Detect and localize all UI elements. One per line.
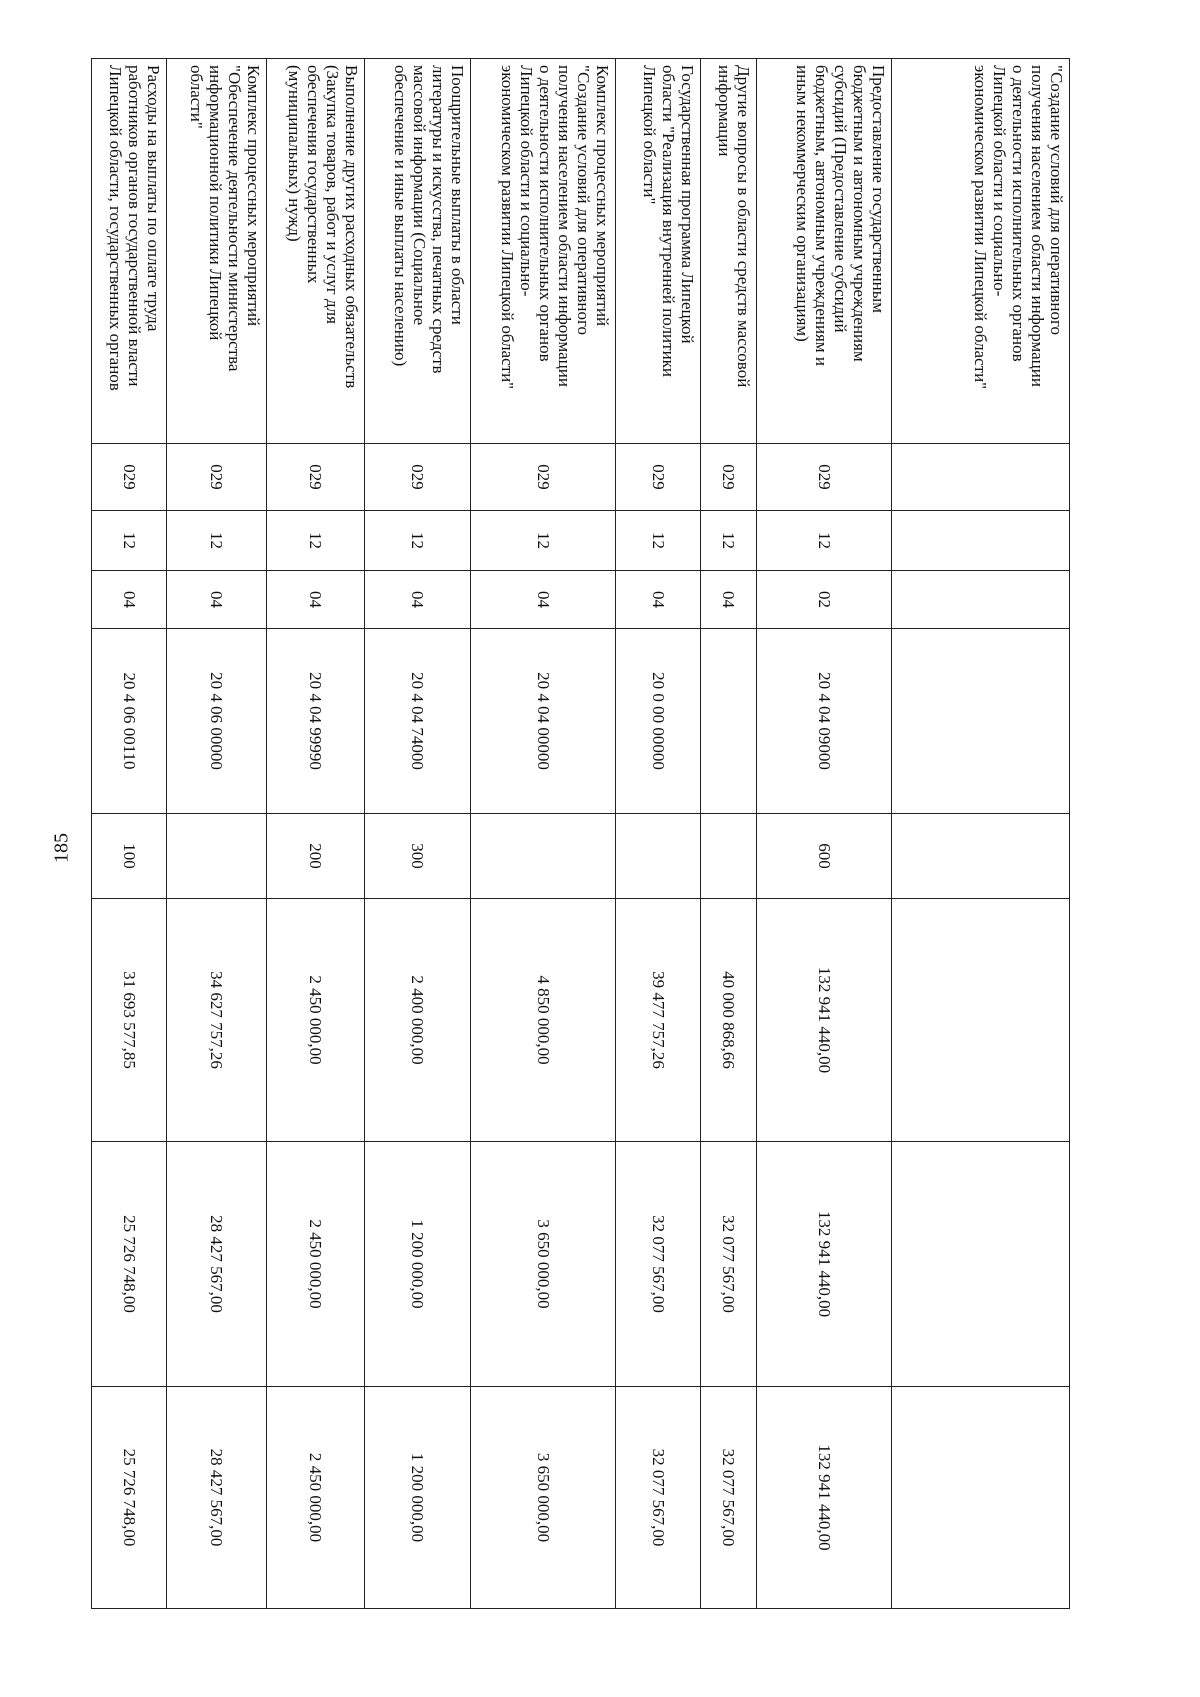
cell-sum-2: 2 450 000,00 [267,1142,365,1387]
cell-vr [892,814,1070,899]
row-name: Выполнение других расходных обязательств (Закупка товаров, работ и услуг для обеспечения государственных (муниципальных) нужд) [267,59,365,444]
cell-sum-3: 32 077 567,00 [701,1387,757,1609]
cell-razdel [892,511,1070,571]
cell-sum-1 [892,899,1070,1142]
cell-csr: 20 4 04 74000 [365,629,471,814]
cell-ved: 029 [92,444,167,511]
cell-podrazdel: 04 [267,571,365,629]
budget-table-rotated [105,58,1070,1608]
cell-sum-2: 1 200 000,00 [365,1142,471,1387]
cell-ved: 029 [365,444,471,511]
cell-csr [701,629,757,814]
cell-sum-2: 32 077 567,00 [616,1142,701,1387]
cell-vr [471,814,616,899]
cell-podrazdel: 04 [616,571,701,629]
cell-podrazdel: 04 [167,571,267,629]
table-row [92,59,167,1609]
cell-csr: 20 4 04 00000 [471,629,616,814]
cell-ved: 029 [616,444,701,511]
cell-sum-1: 40 000 868,66 [701,899,757,1142]
table-row [616,59,701,1609]
cell-csr: 20 4 04 99990 [267,629,365,814]
table-row [267,59,365,1609]
cell-razdel: 12 [701,511,757,571]
cell-razdel: 12 [167,511,267,571]
cell-vr: 200 [267,814,365,899]
cell-vr [167,814,267,899]
cell-sum-1: 31 693 577,85 [92,899,167,1142]
cell-podrazdel [892,571,1070,629]
table-row [471,59,616,1609]
cell-sum-1: 39 477 757,26 [616,899,701,1142]
cell-podrazdel: 02 [757,571,892,629]
cell-sum-1: 4 850 000,00 [471,899,616,1142]
table-row [892,59,1070,1609]
cell-ved: 029 [701,444,757,511]
cell-sum-2: 25 726 748,00 [92,1142,167,1387]
cell-sum-3: 28 427 567,00 [167,1387,267,1609]
cell-sum-2 [892,1142,1070,1387]
row-name: Государственная программа Липецкой области "Реализация внутренней политики Липецкой области" [616,59,701,444]
budget-table [91,58,1070,1609]
cell-sum-1: 2 450 000,00 [267,899,365,1142]
cell-razdel: 12 [471,511,616,571]
cell-sum-3: 32 077 567,00 [616,1387,701,1609]
cell-sum-2: 32 077 567,00 [701,1142,757,1387]
cell-ved: 029 [757,444,892,511]
cell-vr [701,814,757,899]
cell-sum-2: 28 427 567,00 [167,1142,267,1387]
page-number: 185 [50,833,73,863]
cell-podrazdel: 04 [92,571,167,629]
row-name: Другие вопросы в области средств массовой информации [701,59,757,444]
row-name: Поощрительные выплаты в области литературы и искусства, печатных средств массовой информации (Социальное обеспечение и иные выплаты населению) [365,59,471,444]
cell-ved: 029 [471,444,616,511]
cell-sum-1: 2 400 000,00 [365,899,471,1142]
cell-sum-3: 3 650 000,00 [471,1387,616,1609]
cell-razdel: 12 [92,511,167,571]
row-name: Предоставление государственным бюджетным и автономным учреждениям субсидий (Предоставление субсидий бюджетным, автономным учреждениям и иным некоммерческим организациям) [757,59,892,444]
cell-razdel: 12 [267,511,365,571]
cell-sum-1: 132 941 440,00 [757,899,892,1142]
cell-sum-2: 132 941 440,00 [757,1142,892,1387]
cell-podrazdel: 04 [471,571,616,629]
cell-sum-3: 2 450 000,00 [267,1387,365,1609]
row-name: Комплекс процессных мероприятий "Создание условий для оперативного получения населением области информации о деятельности исполнительных органов Липецкой области и социально- экономическом развитии Липецкой области" [471,59,616,444]
cell-csr: 20 4 06 00110 [92,629,167,814]
row-name: Расходы на выплаты по оплате труда работников органов государственной власти Липецкой области, государственных органов [92,59,167,444]
cell-sum-3: 132 941 440,00 [757,1387,892,1609]
cell-podrazdel: 04 [365,571,471,629]
table-row [365,59,471,1609]
cell-ved [892,444,1070,511]
cell-vr [616,814,701,899]
cell-sum-1: 34 627 757,26 [167,899,267,1142]
cell-vr: 300 [365,814,471,899]
cell-sum-2: 3 650 000,00 [471,1142,616,1387]
cell-vr: 100 [92,814,167,899]
cell-sum-3: 1 200 000,00 [365,1387,471,1609]
cell-podrazdel: 04 [701,571,757,629]
cell-razdel: 12 [365,511,471,571]
cell-csr: 20 4 06 00000 [167,629,267,814]
cell-csr [892,629,1070,814]
table-row [757,59,892,1609]
cell-ved: 029 [267,444,365,511]
cell-ved: 029 [167,444,267,511]
row-name: Комплекс процессных мероприятий "Обеспечение деятельности министерства информационной политики Липецкой области" [167,59,267,444]
cell-vr: 600 [757,814,892,899]
cell-sum-3 [892,1387,1070,1609]
cell-csr: 20 0 00 00000 [616,629,701,814]
row-name: "Создание условий для оперативного получения населением области информации о деятельности исполнительных органов Липецкой области и социально- экономическом развитии Липецкой области" [892,59,1070,444]
table-row [701,59,757,1609]
cell-sum-3: 25 726 748,00 [92,1387,167,1609]
cell-razdel: 12 [616,511,701,571]
cell-csr: 20 4 04 09000 [757,629,892,814]
table-row [167,59,267,1609]
cell-razdel: 12 [757,511,892,571]
